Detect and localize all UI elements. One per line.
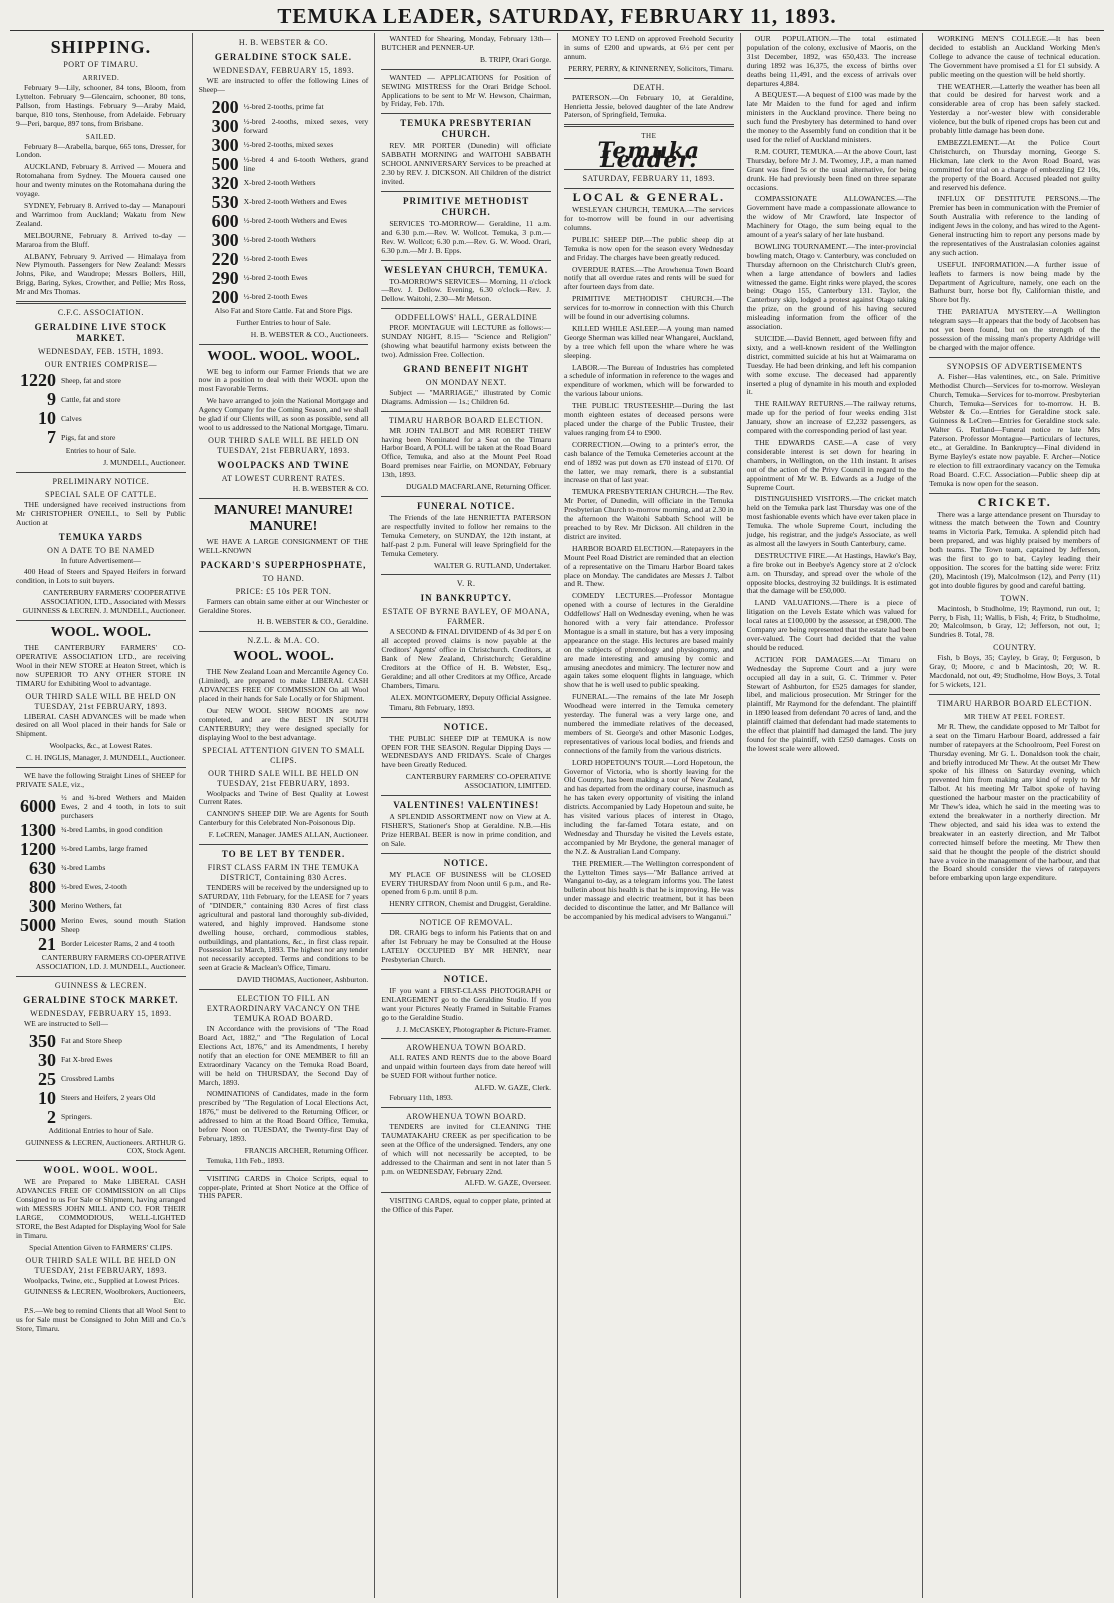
nzl-third: OUR THIRD SALE WILL BE HELD ON TUESDAY, 21st FEBRUARY, 1893. bbox=[208, 768, 359, 788]
woolpacks-text: Woolpacks, &c., at Lowest Rates. bbox=[49, 741, 153, 751]
news-paragraph: HARBOR BOARD ELECTION.—Ratepayers in the Mount Peel Road District are reminded that an election of a representative on the Timaru Harbor Board takes place on Monday. The candidates are Messrs J. Talbot and R. Thew. bbox=[564, 543, 734, 589]
news-paragraph: CORRECTION.—Owing to a printer's error, the cash balance of the Temuka Cemeteries account at the end of 1892 was put down as £70 instead of £170. Of the latter, we may remark, there is a substantial increase on that of last year. bbox=[564, 439, 734, 485]
news-paragraph: WORKING MEN'S COLLEGE.—It has been decided to establish an Auckland Working Men's College to advance the cause of technical education. The Government have promised a £1 for £1 subsidy. A public meeting on the question will be held shortly. bbox=[929, 34, 1100, 79]
gsale-signature: H. B. WEBSTER & CO., Auctioneers. bbox=[250, 329, 369, 339]
news-paragraph: OVERDUE RATES.—The Arowhenua Town Board notify that all overdue rates and rents will be sued for after fourteen days from date. bbox=[564, 264, 734, 292]
news-paragraph: THE WEATHER.—Latterly the weather has been all that could be desired for harvest work and a considerable area of crop has been safely stacked. Yesterday a nor'-wester blew with considerable violence, but the bulk of ripened crops has been cut and probably little damage has been done. bbox=[929, 81, 1100, 136]
news-paragraph: THE PREMIER.—The Wellington correspondent of the Lyttelton Times says—"Mr Ballance arrived at Wanganui to-day, as a telegram informs you. The latest bulletin about his health is that he is improving. He was under massage and electric treatment, but it has been decided to discontinue the latter, and Mr Ballance will be accompanied by his medical advisers to Wanganui." bbox=[564, 858, 734, 922]
manure-hand: TO HAND. bbox=[262, 573, 305, 583]
special-heading: SPECIAL SALE OF CATTLE. bbox=[45, 489, 157, 499]
aro2-heading: AROWHENUA TOWN BOARD. bbox=[406, 1111, 527, 1121]
harbor-signature: DUGALD MACFARLANE, Returning Officer. bbox=[405, 482, 551, 492]
albany-text: ALBANY, February 9. Arrived — Himalaya from New Plymouth. Passengers for New Zealand: Messrs Johns, Pike, and Waudrope; Messrs Bollers, Hill, Brigg, Baring, Sykes, Crowther, and Pellie; Mrs Ross, Mr and Mrs Thomas. bbox=[16, 251, 186, 297]
photo-signature: J. J. McCASKEY, Photographer & Picture-Framer. bbox=[396, 1024, 551, 1034]
temuka-yards: TEMUKA YARDS bbox=[58, 531, 143, 542]
news-paragraph: LORD HOPETOUN'S TOUR.—Lord Hopetoun, the Governor of Victoria, who is shortly leaving for the Old Country, has been making a tour of New Zealand, and has departed from the ordinary course, inasmuch as he has taken every opportunity of visiting the inland districts. Accompanied by Lady Hopetoun and suite, he has visited various places of interest in Otago, including the far-famed Totara estate, and on Wednesday and Thursday he visited the Levels estate, accompanied by Mr Brydone, the general manager of the N.Z. & Australian Land Company. bbox=[564, 757, 734, 856]
cattle-text: 400 Head of Steers and Spayed Heifers in forward condition, in Lots to suit buyers. bbox=[16, 567, 186, 586]
news-paragraph: COMPASSIONATE ALLOWANCES.—The Government have made a compassionate allowance to the widow of Mr Crawford, late Inspector of Machinery for Otago, the sum being equal to the amount of a year's salary of her late husband. bbox=[746, 194, 917, 240]
dip-text: THE PUBLIC SHEEP DIP at TEMUKA is now OPEN FOR THE SEASON. Regular Dipping Days — WEDNESDAYS AND FRIDAYS. Scale of Charges have been Greatly Reduced. bbox=[381, 733, 551, 770]
stock-line: 2 Springers. bbox=[47, 1106, 93, 1127]
news-paragraph: DISTINGUISHED VISITORS.—The cricket match held on the Temuka park last Thursday was one of the most fashionable events which have ever taken place in Temuka. The whole Supreme Court, including the judge, his registrar, and the judge's Associate, as well as almost all the lawyers in South Canterbury, came. bbox=[746, 494, 917, 548]
removal-text: DR. CRAIG begs to inform his Patients that on and after 1st February he may be Consulted at the House LATELY OCCUPIED BY MR HENRY, near Presbyterian Church. bbox=[381, 928, 551, 964]
wool-text: THE CANTERBURY FARMERS' CO-OPERATIVE ASSOCIATION LTD., are receiving Wool in their NEW STORE at Heaton Street, which is now SUPERIOR TO ANY OTHER STORE IN TIMARU for Exhibiting Wool to advantage. bbox=[16, 643, 186, 688]
stock-line: 300 ½-bred 2-tooth Wethers bbox=[211, 229, 316, 250]
entries-heading: OUR ENTRIES COMPRISE— bbox=[44, 360, 157, 370]
synopsis-text: A. Fisher—Has valentines, etc., on Sale. Primitive Methodist Church—Services for to-morrow. Wesleyan Church, Temuka—Services for to-morrow. Presbyterian Church, Temuka—Services for to-morrow. H. B. Webster & Co.—Entries for Geraldine stock sale. Guinness & LeCren—Entries for Geraldine stock sale. Walter G. Rutland—Funeral notice re late Mrs Paterson. Professor Montague—Particulars of lectures, etc., at Geraldine. In Bankruptcy—Final dividend in Byrne Bayley's estate now payable. F. Archer—Notice re election to fill extraordinary vacancy on the Temuka Road Board. C.F.C. Association—Public sheep dip at Temuka is now open for the season. bbox=[929, 371, 1100, 488]
town-scores: Macintosh, b Studholme, 19; Raymond, run out, 1; Perry, b Fish, 11; Wallis, b Fish, 4; Fritz, b Studholme, 20; Malcolmson, b Gray, 12; Jefferson, not out, 1; Sundries 8. Total, 78. bbox=[929, 603, 1100, 640]
twine-heading: WOOLPACKS AND TWINE bbox=[217, 459, 350, 470]
election-signature: FRANCIS ARCHER, Returning Officer. bbox=[244, 1145, 369, 1155]
odd-heading: ODDFELLOWS' HALL, GERALDINE bbox=[395, 313, 538, 323]
nzl-special: SPECIAL ATTENTION GIVEN TO SMALL CLIPS. bbox=[202, 745, 365, 765]
removal-heading: NOTICE OF REMOVAL. bbox=[419, 918, 513, 928]
bank-signature: ALEX. MONTGOMERY, Deputy Official Assignee. bbox=[390, 692, 551, 702]
stock-line: 10 Calves bbox=[38, 408, 82, 429]
harbor-heading: TIMARU HARBOR BOARD ELECTION. bbox=[388, 415, 544, 425]
news-paragraph: EMBEZZLEMENT.—At the Police Court Christchurch, on Thursday morning, George S. Hickman, late clerk to the Avon Road Board, was committed for trial on a charge of embezzling £2 10s, the property of the Board. Accused pleaded not guilty and reserved his defence. bbox=[929, 137, 1100, 192]
shipping-heading: SHIPPING. bbox=[50, 37, 152, 57]
news-paragraph: COMEDY LECTURES.—Professor Montague opened with a course of lectures in the Geraldine Oddfellows' Hall on Wednesday evening, when he was honored with a very fair attendance. Professor Montague is a small in stature, but has a very imposing appearance on the stage. His lectures are based mainly on the subjects of phrenology and physiognomy, and are made interesting and amusing by comic and amusing anecdotes and mimicry. The lecturer now and again takes some eloquent flights in language, which show that he is well used to public speaking. bbox=[564, 591, 734, 690]
death-text: PATERSON.—On February 10, at Geraldine, Henrietta Jessie, beloved daughter of the late Andrew Paterson, of Springfield, Temuka. bbox=[564, 92, 734, 120]
gbn-heading: GRAND BENEFIT NIGHT bbox=[403, 363, 530, 374]
entries-list bbox=[16, 371, 186, 446]
news-paragraph: SUICIDE.—David Bennett, aged between fifty and sixty, and a well-known resident of the Wellington district, committed suicide at his hut at Waimarama on Tuesday. He had been drinking, and left his companion with some excuse. The deceased had apparently inserted a plug of dynamite in his mouth and exploded it. bbox=[746, 334, 917, 397]
news-paragraph: WESLEYAN CHURCH, TEMUKA.—The services for to-morrow will be found in our advertising columns. bbox=[564, 205, 734, 232]
manure-price: PRICE: £5 10s PER TON. bbox=[235, 586, 332, 596]
sheep-list bbox=[16, 793, 186, 953]
stock-line: 300 ½-bred 2-tooths, mixed sexes, very forward bbox=[211, 115, 369, 136]
funeral-signature: WALTER G. RUTLAND, Undertaker. bbox=[434, 560, 551, 570]
election-text2: NOMINATIONS of Candidates, made in the form prescribed by "The Regulation of Local Elections Act, 1876," must be delivered to the Returning Officer, or addressed to him at the Road Board Office, Temuka, before Noon on TUESDAY, the Twenty-first Day of February, 1893. bbox=[198, 1089, 369, 1143]
nzl-text: THE New Zealand Loan and Mercantile Agency Co. (Limited), are prepared to make LIBERAL CASH ADVANCES FREE OF COMMISSION On all Wool placed in their hands for Sale Locally or for Shipment. bbox=[198, 667, 369, 704]
cfc-signature: CANTERBURY FARMERS' COOPERATIVE ASSOCIATION, LTD., Associated with Messrs GUINNESS & LECREN. J. MUNDELL, Auctioneer. bbox=[22, 588, 186, 616]
masthead: TEMUKA LEADER, SATURDAY, FEBRUARY 11, 1893. bbox=[277, 4, 837, 28]
country-scores: Fish, b Boys, 35; Cayley, b Gray, 0; Ferguson, b Gray, 0; Moore, c and b Macintosh, 20; W. R. Macdonald, not out, 49; Studholme, How Boys, 3. Total for 5 wickets, 121. bbox=[929, 653, 1100, 689]
arrivals-text: February 9—Lily, schooner, 84 tons, Bloom, from Lyttelton. February 9—Glencairn, schooner, 80 tons, Pallson, from Hastings. February 9—Araby Maid, barque, 810 tons, Stenhouse, from Adelaide. February 9—Peri, barque, 897 tons, from Brisbane. bbox=[16, 83, 186, 128]
news-paragraph: THE PARIATUA MYSTERY.—A Wellington telegram says—It appears that the body of Jacobsen has not yet been found, but on the strength of the possession of the missing man's property Aldridge will be charged with the major offence. bbox=[929, 307, 1100, 352]
gsale-instr: WE are instructed to offer the following Lines of Sheep— bbox=[198, 76, 369, 94]
wool3-text: WE beg to inform our Farmer Friends that we are now in a position to deal with their WOOL upon the most Favorable Terms. bbox=[198, 366, 369, 394]
prim-heading: PRIMITIVE METHODIST CHURCH. bbox=[403, 195, 530, 217]
column-6 bbox=[923, 33, 1106, 1598]
geraldine-market-heading: GERALDINE LIVE STOCK MARKET. bbox=[34, 322, 168, 344]
gbn-text: Subject — "MARRIAGE," illustrated by Comic Diagrams. Admission — 1s.; Children 6d. bbox=[381, 387, 551, 406]
money-text: MONEY TO LEND on approved Freehold Security in sums of £200 and upwards, at 6½ per cent per annum. bbox=[564, 34, 734, 61]
stock-line: 220 ½-bred 2-tooth Ewes bbox=[211, 248, 308, 269]
photo-text: IF you want a FIRST-CLASS PHOTOGRAPH or ENLARGEMENT go to the Geraldine Studio. If you want your Pictures Neatly Framed in Suitable Frames go to the Geraldine Studio. bbox=[381, 985, 551, 1022]
let-text: TENDERS will be received by the undersigned up to SATURDAY, 11th February, for the LEASE for 7 years of "DINDER," containing 830 Acres of first class agricultural and pastoral land thoroughly sub-divided, watered, and highly improved. Handsome stone dwelling house, orchard, commodious stables, outbuildings, and plantations, &c., in first class repair. Possession 1st March, 1893. The highest nor any tender not necessarily accepted. Terms and conditions to be seen at Gracie & Maclean's Office, Timaru. bbox=[198, 883, 369, 973]
gsale-date: WEDNESDAY, FEBRUARY 15, 1893. bbox=[212, 66, 355, 75]
shear-signature: B. TRIPP, Orari Gorge. bbox=[479, 54, 551, 64]
entries-signature: J. MUNDELL, Auctioneer. bbox=[103, 457, 186, 467]
news-paragraph: INFLUX OF DESTITUTE PERSONS.—The Premier has been in communication with the Premier of South Australia with reference to the landing of indigent Jews in the colony, and has wired to the Agent-General instructing him to report any persons made by the representatives of the Australasian colonies against any such action. bbox=[929, 194, 1100, 257]
news-paragraph: KILLED WHILE ASLEEP.—A young man named George Sherman was killed near Whangarei, Auckland, by a tree which fell upon the whare where he was sleeping. bbox=[564, 323, 734, 360]
gl-market: GERALDINE STOCK MARKET. bbox=[23, 994, 179, 1005]
bank-heading: IN BANKRUPTCY. bbox=[420, 593, 512, 604]
news-paragraph: ACTION FOR DAMAGES.—At Timaru on Wednesday the Supreme Court and a jury were occupied all day in a suit, G. C. Trimmer v. Peter Stewart of Ashburton, for £525 damages for slander, libel, and malicious prosecution. Mr Stringer for the plaintiff, Mr Raymond for the defendant. The plaintiff in 1890 leased from defendant 70 acres of land, and the plaintiff claimed that defendant had made statements to the effect that plaintiff had damaged the land. The jury found for the plaintiff, with £250 damages. Costs on the lowest scale were allowed. bbox=[746, 654, 917, 753]
stock-line: 200 ½-bred 2-tooths, prime fat bbox=[211, 96, 324, 117]
column-1 bbox=[10, 33, 193, 1598]
stock-line: 500 ½-bred 4 and 6-tooth Wethers, grand line bbox=[211, 153, 369, 174]
prelim-heading: PRELIMINARY NOTICE. bbox=[52, 476, 150, 486]
aro2-text: TENDERS are invited for CLEANING THE TAUMATAKAHU CREEK as per specification to be seen at the Office of the undersigned. Tenders, any one of which will not necessarily be accepted, to be addressed to the Chairman and sent in not later than 5 p.m. on WEDNESDAY, February 22nd. bbox=[381, 1121, 551, 1176]
wool-heading: WOOL. WOOL. bbox=[50, 625, 152, 640]
sailed-text: February 8—Arabella, barque, 665 tons, Dresser, for London. bbox=[16, 141, 186, 160]
thb-sub: MR THEW AT PEEL FOREST. bbox=[964, 712, 1066, 721]
death-heading: DEATH. bbox=[633, 82, 665, 92]
aro-text: ALL RATES AND RENTS due to the above Board and unpaid within fourteen days from date hereof will be SUED FOR without further notice. bbox=[381, 1053, 551, 1081]
news-paragraph: PUBLIC SHEEP DIP.—The public sheep dip at Temuka is now open for the season every Wednesday and Friday. The charges have been greatly reduced. bbox=[564, 234, 734, 262]
aro-date: February 11th, 1893. bbox=[389, 1093, 453, 1103]
arrived-heading: ARRIVED. bbox=[82, 74, 120, 82]
aro-heading: AROWHENUA TOWN BOARD. bbox=[406, 1043, 527, 1053]
ww-heading: WOOL. WOOL. WOOL. bbox=[43, 1165, 159, 1176]
let-sub: FIRST CLASS FARM IN THE TEMUKA DISTRICT, Containing 830 Acres. bbox=[207, 863, 360, 883]
stock-line: 800 ½-bred Ewes, 2-tooth bbox=[29, 876, 127, 897]
local-general-paragraphs bbox=[564, 206, 734, 922]
prim-text: SERVICES TO-MORROW— Geraldine, 11 a.m. and 6.30 p.m.—Rev. W. Wollcot. Temuka, 3 p.m.—Rev. W. Wollcot; 6.30 p.m.—Rev. G. W. Wood. Orari, 6.30 p.m.—Mr J. B. Epps. bbox=[381, 218, 551, 255]
manure-heading: MANURE! MANURE! MANURE! bbox=[214, 502, 353, 534]
synopsis-heading: SYNOPSIS OF ADVERTISEMENTS bbox=[946, 361, 1083, 371]
cfc-heading: C.F.C. ASSOCIATION. bbox=[57, 308, 144, 318]
notice2-heading: NOTICE. bbox=[443, 857, 489, 868]
nzl-heading: N.Z.L. & M.A. CO. bbox=[247, 636, 320, 646]
stock-line: 200 ½-bred 2-tooth Ewes bbox=[211, 286, 308, 307]
news-paragraph: LABOR.—The Bureau of Industries has completed a schedule of information in reference to the wages and expenditure of workmen, which will be forwarded to the various labour unions. bbox=[564, 362, 734, 399]
page-columns bbox=[10, 33, 1106, 1598]
gsale-also: Also Fat and Store Cattle. Fat and Store Pigs. bbox=[214, 305, 353, 315]
notice-heading: NOTICE. bbox=[443, 721, 489, 732]
nzl-text2: Our NEW WOOL SHOW ROOMS are now completed, and are the BEST IN SOUTH CANTERBURY; they were designed specially for displaying Wool to the best advantage. bbox=[198, 705, 369, 742]
column-3 bbox=[375, 33, 558, 1598]
stock-line: 6000 ½ and ¾-bred Wethers and Maiden Ewes, 2 and 4 tooth, in lots to suit purchasers bbox=[20, 792, 186, 820]
stock-line: 9 Cattle, fat and store bbox=[47, 389, 121, 410]
wool3-third: OUR THIRD SALE WILL BE HELD ON TUESDAY, 21st FEBRUARY, 1893. bbox=[208, 435, 359, 455]
column-2 bbox=[193, 33, 376, 1598]
stock-line: 600 ½-bred 2-tooth Wethers and Ewes bbox=[211, 210, 347, 231]
ww-third: OUR THIRD SALE WILL BE HELD ON TUESDAY, 21st FEBRUARY, 1893. bbox=[25, 1255, 177, 1275]
column-4 bbox=[558, 33, 741, 1598]
election-text: IN Accordance with the provisions of "The Road Board Act, 1882," and "The Regulation of Local Elections Act, 1876," and its Amendments, I hereby notify that an election for ONE MEMBER to fill an Extraordinary Vacancy on the Temuka Road Board, will be held on THURSDAY, the Second Day of March, 1893. bbox=[198, 1024, 369, 1087]
stock-line: 290 ½-bred 2-tooth Ewes bbox=[211, 267, 308, 288]
stock-line: 300 Merino Wethers, fat bbox=[29, 895, 122, 916]
gl-signature: GUINNESS & LECREN, Auctioneers. ARTHUR G. COX, Stock Agent. bbox=[25, 1137, 186, 1156]
thb-text: Mr R. Thew, the candidate opposed to Mr Talbot for a seat on the Timaru Harbour Board, addressed a fair number of ratepayers at the Schoolroom, Peel Forest on Thursday evening. Mr G. L. Donaldson took the chair, and briefly introduced Mr Thew. At the outset Mr Thew spoke of his illness on Saturday evening, which prevented him from making any kind of reply to Mr Talbot. At his meeting Mr Talbot spoke of having questioned the harbour master on the practicability of Mr Thew's idea, which he said in the meeting was to extend the breakwater in a northerly direction. Mr Thew objected, and said his idea was to extend the breakwater in an easterly direction, and Mr Talbot corrected himself before the meeting. Mr Thew then said that he thought the people of the district should have a voice in the management of the harbour, and that the Board should consider the views of ratepayers before embarking upon large expenditure. bbox=[929, 721, 1100, 883]
geraldine-date: WEDNESDAY, FEB. 15TH, 1893. bbox=[37, 347, 164, 357]
stock-line: 7 Pigs, fat and store bbox=[47, 427, 116, 448]
entries-note: Entries to hour of Sale. bbox=[65, 446, 136, 456]
wool-signature: C. H. INGLIS, Manager, J. MUNDELL, Auctioneer. bbox=[25, 753, 186, 763]
nzl-signature: F. LeCREN, Manager. JAMES ALLAN, Auctioneer. bbox=[208, 830, 369, 840]
stock-line: 530 X-bred 2-tooth Wethers and Ewes bbox=[211, 191, 347, 212]
val-text: A SPLENDID ASSORTMENT now on View at A. FISHER'S, Stationer's Shop at Geraldine. N.B.—His Prize HERBAL BEER is now in prime condition, and on Sale. bbox=[381, 812, 551, 848]
election-date: Temuka, 11th Feb., 1893. bbox=[206, 1155, 285, 1165]
date-named: ON A DATE TO BE NAMED bbox=[47, 545, 155, 555]
stock-line: 350 Fat and Store Sheep bbox=[29, 1030, 122, 1051]
manure-signature: H. B. WEBSTER & CO., Geraldine. bbox=[257, 617, 369, 627]
future-adv: In future Advertisement— bbox=[60, 555, 141, 565]
funeral-heading: FUNERAL NOTICE. bbox=[417, 501, 516, 511]
ww-special: Special Attention Given to FARMERS' CLIPS. bbox=[29, 1242, 173, 1252]
stock-line: 300 ½-bred 2-tooths, mixed sexes bbox=[211, 134, 334, 155]
aro-signature: ALFD. W. GAZE, Clerk. bbox=[474, 1083, 551, 1093]
bank-text: A SECOND & FINAL DIVIDEND of 4s 3d per £ on all accepted proved claims is now payable at the Creditors' Agents' office in Christchurch. Creditors, at Bank of New Zealand, Christchurch; Geraldine Creditors at the Office of H. B. Webster, Esq., Geraldine; and all other Creditors at my Office, Arcade Chambers, Timaru. bbox=[381, 627, 551, 690]
news-paragraph: THE RAILWAY RETURNS.—The railway returns, made up for the period of four weeks ending 31st January, show an increase of £2,232 passengers, as compared with the corresponding period of last year. bbox=[746, 399, 917, 436]
gsale-heading: GERALDINE STOCK SALE. bbox=[214, 52, 353, 62]
masthead-rule bbox=[10, 30, 1104, 31]
cards-text: VISITING CARDS, equal to copper plate, printed at the Office of this Paper. bbox=[381, 1196, 551, 1215]
news-paragraph: TEMUKA PRESBYTERIAN CHURCH.—The Rev. Mr Porter, of Dunedin, will officiate in the Temuka Presbyterian Church to-morrow morning, and at 2.30 in the afternoon the Waitohi Sabbath School will be preached to by Rev. Mr Dickson. All children in the district are invited. bbox=[564, 487, 734, 541]
stock-line: 630 ¾-bred Lambs bbox=[29, 857, 106, 878]
gbn-sub: ON MONDAY NEXT. bbox=[425, 377, 507, 387]
manure-name: PACKARD'S SUPERPHOSPHATE, bbox=[200, 559, 367, 570]
manure-text: WE HAVE A LARGE CONSIGNMENT OF THE WELL-KNOWN bbox=[198, 536, 369, 555]
stock-line: 320 X-bred 2-tooth Wethers bbox=[211, 172, 316, 193]
news-paragraphs bbox=[929, 35, 1100, 353]
news-paragraph: PRIMITIVE METHODIST CHURCH.—The services for to-morrow in connection with this Church will be found in our advertising columns. bbox=[564, 294, 734, 322]
country-heading: COUNTRY. bbox=[993, 643, 1037, 653]
stock-line: 1220 Sheep, fat and store bbox=[20, 370, 121, 391]
gsale-further: Further Entries to hour of Sale. bbox=[236, 317, 331, 327]
news-paragraph: THE PUBLIC TRUSTEESHIP.—During the last month eighteen estates of deceased persons were placed under the charge of the Public Trustee, their values ranging from £4 to £900. bbox=[564, 401, 734, 437]
closed-text: MY PLACE OF BUSINESS will be CLOSED EVERY THURSDAY from Noon until 6 p.m., and Re-opened from 6 p.m. until 8 p.m. bbox=[381, 869, 551, 897]
flag-date: SATURDAY, FEBRUARY 11, 1893. bbox=[582, 174, 716, 184]
gl-note: Additional Entries to hour of Sale. bbox=[48, 1125, 154, 1135]
dip-signature: CANTERBURY FARMERS' CO-OPERATIVE ASSOCIATION, LIMITED. bbox=[405, 772, 551, 791]
bank-sub: ESTATE OF BYRNE BAYLEY, OF MOANA, FARMER. bbox=[382, 607, 550, 627]
news-paragraph: A BEQUEST.—A bequest of £100 was made by the late Mr Maiden to the fund for aged and infirm ministers in the Auckland province. There being no such fund the Presbytery has determined to hand over the money to the Assembly fund on condition that it be used for the relief of Auckland ministers. bbox=[746, 90, 917, 144]
news-paragraphs bbox=[747, 35, 917, 754]
nzl-wool: WOOL. WOOL. bbox=[233, 649, 334, 665]
melbourne-text: MELBOURNE, February 8. Arrived to-day — Mararoa from the Bluff. bbox=[16, 230, 186, 249]
hbw-heading: H. B. WEBSTER & CO. bbox=[238, 38, 329, 47]
twine-signature: H. B. WEBSTER & CO. bbox=[292, 483, 369, 493]
news-paragraph: OUR POPULATION.—The total estimated population of the colony, exclusive of Maoris, on the 31st December, 1892, was 650,433. The increase during 1892 was 16,375, the excess of births over deaths being 11,491, and the excess of arrivals over departures 4,884. bbox=[746, 34, 917, 88]
let-signature: DAVID THOMAS, Auctioneer, Ashburton. bbox=[236, 975, 369, 985]
column-5 bbox=[741, 33, 924, 1598]
gl-heading: GUINNESS & LECREN. bbox=[54, 980, 147, 990]
news-paragraph: LAND VALUATIONS.—There is a piece of litigation on the Levels Estate which was valued for local rates at £100,000 by the assessor, at £98,000. The Company are being represented that the estate had been over-valued. The Court had decided that the value should be reduced. bbox=[746, 598, 917, 652]
stock-line: 1200 ½-bred Lambs, large framed bbox=[20, 838, 148, 859]
sailed-heading: SAILED. bbox=[85, 132, 116, 141]
nzl-twine: Woolpacks and Twine of Best Quality at Lowest Current Rates. bbox=[198, 788, 369, 807]
funeral-text: The Friends of the late HENRIETTA PATERSON are respectfully invited to follow her remains to the Temuka Cemetery, on SUNDAY, the 12th instant, at half-past 2 p.m. Funeral will leave Springfield for the Temuka Cemetery. bbox=[381, 513, 551, 558]
manure-cost: Farmers can obtain same either at our Winchester or Geraldine Stores. bbox=[198, 596, 369, 615]
wes-heading: WESLEYAN CHURCH, TEMUKA. bbox=[384, 264, 549, 275]
stock-line: 5000 Merino Ewes, sound mouth Station Sheep bbox=[20, 914, 186, 935]
news-paragraph: FUNERAL.—The remains of the late Mr Joseph Woodhead were interred in the Temuka cemetery yesterday. The funeral was a very large one, and numbered the immediate relatives of the deceased, members of St. George's and other Masonic Lodges, representatives of various local bodies, and friends and connections of the family from the various districts. bbox=[564, 692, 734, 755]
cricket-heading: CRICKET. bbox=[977, 494, 1052, 509]
wool3-heading: WOOL. WOOL. WOOL. bbox=[207, 348, 360, 364]
shear-text: WANTED for Shearing, Monday, February 13th—BUTCHER and PENNER-UP. bbox=[381, 34, 551, 52]
flag-the: THE bbox=[641, 132, 657, 141]
let-heading: TO BE LET BY TENDER. bbox=[221, 849, 346, 860]
news-paragraph: BOWLING TOURNAMENT.—The inter-provincial bowling match, Otago v. Canterbury, was concluded on Thursday afternoon on the Christchurch Club's green, when a large attendance of bowlers and ladies witnessed the game. Eight rinks were played, the scores being: Otago 155, Canterbury 131. Taylor, the Canterbury skip, lodged a protest against Otago taking the prize, on the ground of his having secured misleading information from the officer of the association. bbox=[746, 241, 917, 332]
wes-text: TO-MORROW'S SERVICES— Morning, 11 o'clock—Rev. J. Dellow. Evening, 6.30 o'clock—Rev. J. Dellow. Waitohi, 2.30—Mr Metson. bbox=[381, 276, 551, 304]
vr-mark: V. R. bbox=[456, 579, 476, 589]
ww-ps: P.S.—We beg to remind Clients that all Wool Sent to us for Sale must be Consigned to John Mill and Co.'s Store, Timaru. bbox=[16, 1306, 186, 1334]
ww-packs: Woolpacks, Twine, etc., Supplied at Lowest Prices. bbox=[24, 1275, 180, 1285]
news-paragraph: THE EDWARDS CASE.—A case of very considerable interest is set down for hearing in chambers, in Wellington, on the 11th instant. It arises out of the action of the Privy Council in regard to the appointment of Mr W. B. Edwards as a Judge of the Supreme Court. bbox=[746, 437, 917, 492]
news-paragraph: R.M. COURT, TEMUKA.—At the above Court, last Thursday, before Mr J. M. Twomey, J.P., a man named Grant was fined 5s or the usual alternative, for being drunk. He had previously been fined on three separate occasions. bbox=[746, 146, 917, 192]
sew-text: WANTED — APPLICATIONS for Position of SEWING MISTRESS for the Orari Bridge School. Applications to be sent to Mr W. Hewson, Chairman, by Friday, Feb. 17th. bbox=[381, 72, 551, 109]
ww-signature: GUINNESS & LECREN, Woolbrokers, Auctioneers, Etc. bbox=[24, 1287, 186, 1306]
money-signature: PERRY, PERRY, & KINNERNEY, Solicitors, Timaru. bbox=[568, 63, 734, 73]
stock-line: 25 Crossbred Lambs bbox=[38, 1068, 115, 1089]
gl-instr: WE are instructed to Sell— bbox=[24, 1018, 108, 1028]
local-general-heading: LOCAL & GENERAL. bbox=[572, 190, 725, 205]
nzl-dip: CANNON'S SHEEP DIP. We are Agents for South Canterbury for this Celebrated Non-Poisonous Dip. bbox=[198, 809, 369, 828]
gl-list bbox=[16, 1032, 186, 1126]
gl-date: WEDNESDAY, FEBRUARY 15, 1893. bbox=[30, 1008, 172, 1018]
news-paragraph: DESTRUCTIVE FIRE.—At Hastings, Hawke's Bay, a fire broke out in Beebye's Agency store at 2 o'clock a.m. on Thursday, and spread over the whole of the opposite blocks, destroying 32 buildings. It is estimated that the damage will be £50,000. bbox=[746, 550, 917, 596]
stock-line: 1300 ¾-bred Lambs, in good condition bbox=[20, 819, 163, 840]
stock-line: 21 Border Leicester Rams, 2 and 4 tooth bbox=[38, 933, 175, 954]
visit-text: VISITING CARDS in Choice Scripts, equal to copper-plate, Printed at Short Notice at the Office of THIS PAPER. bbox=[198, 1173, 369, 1201]
port-heading: PORT OF TIMARU. bbox=[63, 60, 139, 69]
odd-text: PROF. MONTAGUE will LECTURE as follows:— SUNDAY NIGHT, 8.15— "Science and Religion" (showing what beautiful harmony exists between the two). Admission Free. Collection. bbox=[381, 323, 551, 359]
sydney-text: SYDNEY, February 8. Arrived to-day — Manapouri and Warrimoo from Auckland; Wakatu from New Zealand. bbox=[16, 200, 186, 228]
third-sale: OUR THIRD SALE WILL BE HELD ON TUESDAY, 21st FEBRUARY, 1893. bbox=[25, 691, 177, 711]
sheep-signature: CANTERBURY FARMERS CO-OPERATIVE ASSOCIATION, LD. J. MUNDELL, Auctioneer. bbox=[35, 952, 186, 971]
stock-line: 30 Fat X-bred Ewes bbox=[38, 1049, 113, 1070]
newspaper-flag: Temuka Leader. bbox=[597, 138, 701, 174]
aro2-signature: ALFD. W. GAZE, Overseer. bbox=[464, 1178, 551, 1188]
gsale-list bbox=[199, 98, 369, 306]
sheep-intro: WE have the following Straight Lines of SHEEP for PRIVATE SALE, viz., bbox=[16, 771, 186, 789]
wool3-text2: We have arranged to join the National Mortgage and Agency Company for the Coming Season, and we shall be glad if our Clients will, as soon as possible, send all wool to us addressed to the National Mortgage, Timaru. bbox=[198, 396, 369, 432]
news-paragraph: USEFUL INFORMATION.—A further issue of leaflets to farmers is now being made by the Department of Agriculture, namely, one each on the Bathurst burr, horse bot fly, Californian thistle, and Shore bot fly. bbox=[929, 259, 1100, 305]
notice3-heading: NOTICE. bbox=[443, 973, 489, 984]
election-heading: ELECTION TO FILL AN EXTRAORDINARY VACANCY ON THE TEMUKA ROAD BOARD. bbox=[206, 994, 361, 1024]
bank-date: Timaru, 8th February, 1893. bbox=[389, 702, 475, 712]
stock-line: 10 Steers and Heifers, 2 years Old bbox=[38, 1087, 156, 1108]
pres-text: REV. MR PORTER (Dunedin) will officiate SABBATH MORNING and WAITOHI SABBATH SCHOOL ANNIVERSARY Services to be preached at 2.30 by REV. J. DICKSON. All Children of the district invited. bbox=[381, 141, 551, 186]
town-heading: TOWN. bbox=[1000, 593, 1029, 603]
thb-heading: TIMARU HARBOR BOARD ELECTION. bbox=[937, 698, 1092, 708]
closed-signature: HENRY CITRON, Chemist and Druggist, Geraldine. bbox=[389, 899, 551, 909]
harbor-text: MR JOHN TALBOT and MR ROBERT THEW having been Nominated for a Seat on the Timaru Harbor Board, A POLL will be taken at the Road Board Office, Temuka, and also at the Mount Peel Road Board premises near Fairlie, on MONDAY, February 13th, 1893. bbox=[381, 425, 551, 480]
auckland-text: AUCKLAND, February 8. Arrived — Mouera and Rotomahana from Sydney. The Mouera caused one hour and twenty minutes on the Rotomahana during the voyage. bbox=[16, 162, 186, 199]
cricket-text: There was a large attendance present on Thursday to witness the match between the Town and Country teams in Victoria Park, Temuka. A splendid pitch had been prepared, and was highly praised by members of both teams. The Town team, captained by Jefferson, was the first to go to bat, Cayley leading their opposition. The scores for the batting side were: Fritz (20), Macintosh (19), Malcolmson (12), and Perry (11) got into double figures by good and careful batting. bbox=[929, 509, 1100, 590]
pres-heading: TEMUKA PRESBYTERIAN CHURCH. bbox=[400, 118, 533, 140]
ww-text: WE are Prepared to Make LIBERAL CASH ADVANCES FREE OF COMMISSION on all Clips Consigned to us For Sale or Shipment, having arranged with MESSRS JOHN MILL AND CO. FOR THEIR LARGE, COMMODIOUS, WELL-LIGHTED STORE, the Best Adapted for Displaying Wool for Sale in Timaru. bbox=[16, 1177, 186, 1240]
val-heading: VALENTINES! VALENTINES! bbox=[393, 800, 540, 811]
special-text: THE undersigned have received instructions from Mr CHRISTOPHER O'NEILL, to Sell by Public Auction at bbox=[16, 499, 186, 527]
twine-sub: AT LOWEST CURRENT RATES. bbox=[221, 473, 346, 483]
liberal-text: LIBERAL CASH ADVANCES will be made when desired on all Wool placed in their hands for Sale or Shipment. bbox=[16, 711, 186, 739]
